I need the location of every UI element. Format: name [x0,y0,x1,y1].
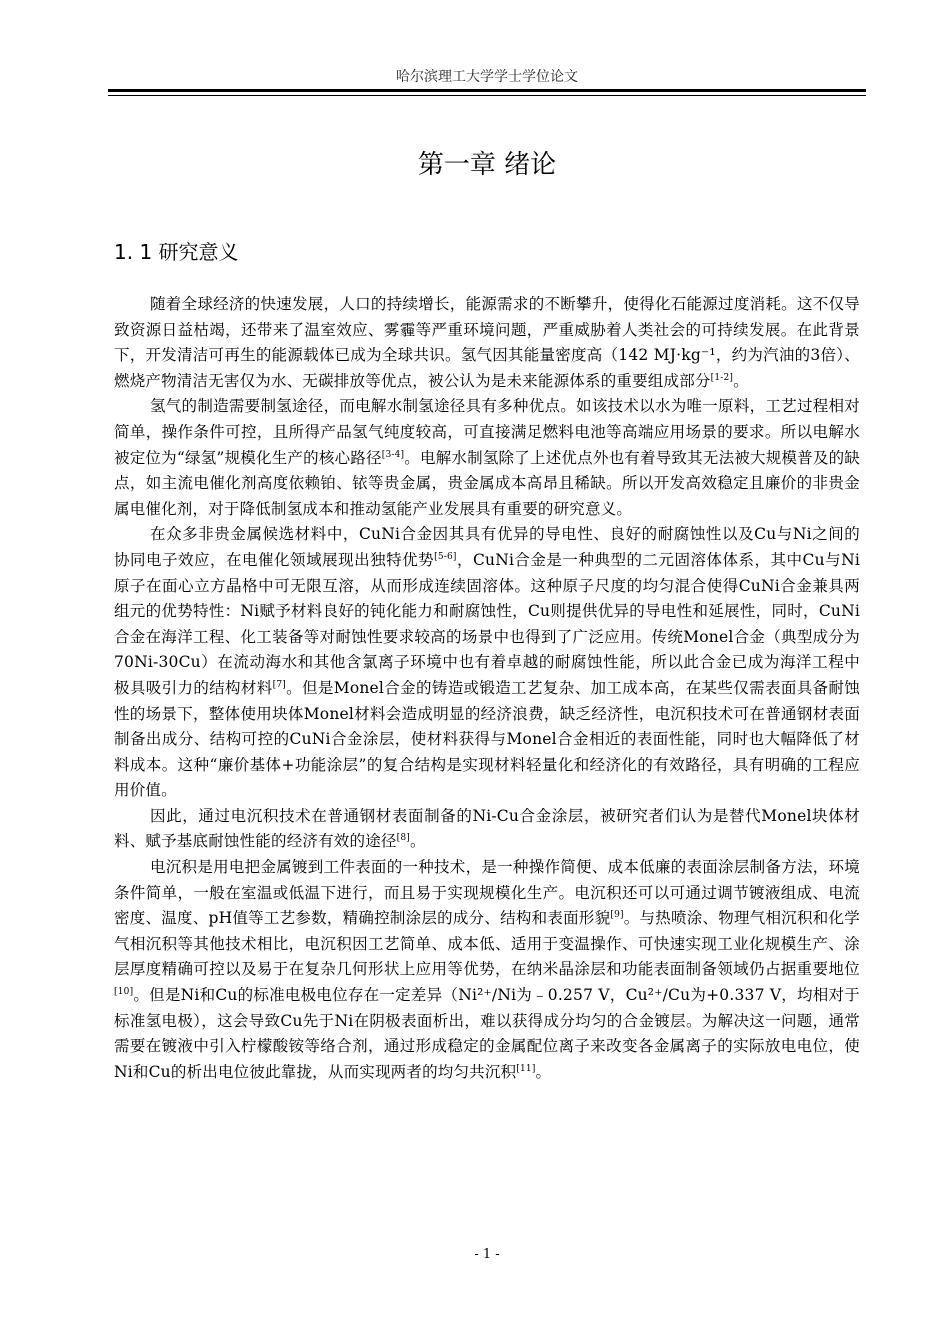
paragraph-text: 电沉积是用电把金属镀到工件表面的一种技术，是一种操作简便、成本低廉的表面涂层制备方法，环境条件简单，一般在室温或低温下进行，而且易于实现规模化生产。电沉积还可以可通过调节镀液组成、电流密度、温度、pH值等工艺参数，精确控制涂层的成分、结构和表面形貌 [114,858,860,928]
paragraph-2 [114,394,860,522]
paragraph-text: 。 [535,1062,552,1081]
paragraph-text: 随着全球经济的快速发展，人口的持续增长，能源需求的不断攀升，使得化石能源过度消耗。这不仅导致资源日益枯竭，还带来了温室效应、雾霾等严重环境问题，严重威胁着人类社会的可持续发展。在此背景下，开发清洁可再生的能源载体已成为全球共识。氢气因其能量密度高（142 MJ·kg⁻¹，约为汽油的3倍）、燃烧产物清洁无害仅为水、无碳排放等优点，被公认为是未来能源体系的重要组成部分 [114,295,860,390]
header-rule-thin [108,95,866,96]
citation: [9] [610,910,624,921]
paragraph-text: 氢气的制造需要制氢途径，而电解水制氢途径具有多种优点。如该技术以水为唯一原料，工艺过程相对简单，操作条件可控，且所得产品氢气纯度较高，可直接满足燃料电池等高端应用场景的要求。所以电解水被定位为“绿氢”规模化生产的核心路径 [114,397,860,467]
paragraph-text: 因此，通过电沉积技术在普通钢材表面制备的Ni-Cu合金涂层，被研究者们认为是替代Monel块体材料、赋予基底耐蚀性能的经济有效的途径 [114,806,860,851]
running-header: 哈尔滨理工大学学士学位论文 [396,69,578,85]
page-number: - 1 - [474,1247,500,1262]
paragraph-text: 。与热喷涂、物理气相沉积和化学气相沉积等其他技术相比，电沉积因工艺简单、成本低、适用于变温操作、可快速实现工业化规模生产、涂层厚度精确可控以及易于在复杂几何形状上应用等优势，在纳米晶涂层和功能表面制备领域仍占据重要地位 [114,909,860,979]
paragraph-text: 。但是Monel合金的铸造或锻造工艺复杂、加工成本高，在某些仅需表面具备耐蚀性的场景下，整体使用块体Monel材料会造成明显的经济浪费，缺乏经济性，电沉积技术可在普通钢材表面制备出成分、结构可控的CuNi合金涂层，使材料获得与Monel合金相近的表面性能，同时也大幅降低了材料成本。这种“廉价基体+功能涂层”的复合结构是实现材料轻量化和经济化的有效路径，具有明确的工程应用价值。 [114,678,860,800]
paragraph-text: 。 [409,832,426,851]
citation: [3-4] [381,449,405,460]
citation: [5-6] [434,551,457,562]
body-text [114,292,860,1085]
paragraph-3 [114,522,860,804]
header-rule-thick [108,89,866,92]
paragraph-4 [114,804,860,855]
citation: [8] [396,833,410,844]
citation: [10] [114,987,134,998]
paragraph-5 [114,855,860,1085]
citation: [1-2] [710,372,734,383]
section-heading: 1. 1 研究意义 [114,240,239,264]
paragraph-text: 。但是Ni和Cu的标准电极电位存在一定差异（Ni²⁺/Ni为﹣0.257 V，Cu²⁺/Cu为+0.337 V，均相对于标准氢电极），这会导致Cu先于Ni在阴极表面析出，难以获得成分均匀的合金镀层。为解决这一问题，通常需要在镀液中引入柠檬酸铵等络合剂，通过形成稳定的金属配位离子来改变各金属离子的实际放电电位，使Ni和Cu的析出电位彼此靠拢，从而实现两者的均匀共沉积 [114,986,860,1081]
paragraph-text: 。 [733,371,749,390]
paragraph-1 [114,292,860,394]
citation: [11] [516,1063,536,1074]
paragraph-text: ，CuNi合金是一种典型的二元固溶体体系，其中Cu与Ni原子在面心立方晶格中可无限互溶，从而形成连续固溶体。这种原子尺度的均匀混合使得CuNi合金兼具两组元的优势特性：Ni赋予材料良好的钝化能力和耐腐蚀性，Cu则提供优异的导电性和延展性，同时，CuNi合金在海洋工程、化工装备等对耐蚀性要求较高的场景中也得到了广泛应用。传统Monel合金（典型成分为70Ni-30Cu）在流动海水和其他含氯离子环境中也有着卓越的耐腐蚀性能，所以此合金已成为海洋工程中极具吸引力的结构材料 [114,550,860,697]
paragraph-text: 。电解水制氢除了上述优点外也有着导致其无法被大规模普及的缺点，如主流电催化剂高度依赖铂、铱等贵金属，贵金属成本高昂且稀缺。所以开发高效稳定且廉价的非贵金属电催化剂，对于降低制氢成本和推动氢能产业发展具有重要的研究意义。 [114,448,860,518]
paragraph-text: 在众多非贵金属候选材料中，CuNi合金因其具有优异的导电性、良好的耐腐蚀性以及Cu与Ni之间的协同电子效应，在电催化领域展现出独特优势 [114,525,860,569]
citation: [7] [272,679,286,690]
chapter-title: 第一章 绪论 [417,150,557,180]
